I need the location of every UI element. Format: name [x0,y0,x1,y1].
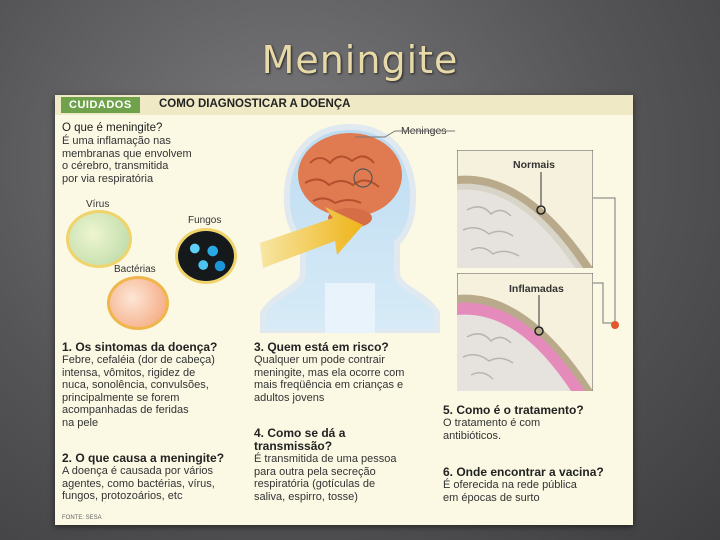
section-badge: CUIDADOS [61,97,140,113]
risk-line: Qualquer um pode contrair [254,354,385,366]
causes-line: A doença é causada por vários [62,465,214,477]
causes-line: agentes, como bactérias, vírus, [62,477,215,490]
vaccine-title: 6. Onde encontrar a vacina? [443,465,604,479]
section-transmission [254,427,444,503]
fungos-label: Fungos [188,215,222,226]
causes-title: 2. O que causa a meningite? [62,451,225,465]
risk-title: 3. Quem está em risco? [254,340,389,354]
treatment-line: O tratamento é com [443,417,541,429]
vaccine-line: É oferecida na rede pública [443,479,577,491]
intro-answer-line: por via respiratória [62,172,154,185]
transmission-line: saliva, espirro, tosse) [254,490,358,503]
virus-label: Vírus [86,199,110,210]
section-causes [62,452,252,503]
section-risk [254,341,444,404]
source-note: FONTE: SESA [62,515,102,521]
transmission-line: para outra pela secreção [254,465,376,478]
normais-label: Normais [513,159,556,171]
section-treatment [443,404,631,442]
risk-line: mais freqüência em crianças e [254,379,404,392]
risk-line: meningite, mas ela ocorre com [254,366,405,379]
transmission-title-line: transmissão? [254,439,333,453]
infographic-title: COMO DIAGNOSTICAR A DOENÇA [159,98,351,110]
section-vaccine [443,466,631,504]
symptoms-title: 1. Os sintomas da doença? [62,340,218,354]
section-symptoms [62,341,252,430]
symptoms-line: Febre, cefaléia (dor de cabeça) [62,354,215,366]
causes-line: fungos, protozoários, etc [62,490,183,503]
intro-question: O que é meningite? [62,122,163,134]
intro-answer-line: o cérebro, transmitida [62,160,169,173]
symptoms-line: nuca, sonolência, convulsões, [62,379,209,392]
transmission-line: É transmitida de uma pessoa [254,453,397,465]
symptoms-line: na pele [62,416,99,429]
intro-answer-line: membranas que envolvem [62,147,192,160]
symptoms-line: principalmente se forem [62,391,180,404]
intro-answer-line: É uma inflamação nas [62,135,171,147]
symptoms-line: intensa, vômitos, rigidez de [62,366,196,379]
vaccine-line: em épocas de surto [443,491,540,504]
meninges-label: Meninges [401,125,447,137]
symptoms-line: acompanhadas de feridas [62,404,189,417]
transmission-title-line: 4. Como se dá a [254,426,346,440]
infographic-panel [55,95,633,525]
transmission-line: respiratória (gotículas de [254,478,376,491]
treatment-title: 5. Como é o tratamento? [443,403,584,417]
inflamadas-label: Inflamadas [509,283,564,295]
treatment-line: antibióticos. [443,429,502,442]
slide-title: Meningite [261,38,459,82]
risk-line: adultos jovens [254,391,325,404]
bacterias-label: Bactérias [114,264,156,275]
